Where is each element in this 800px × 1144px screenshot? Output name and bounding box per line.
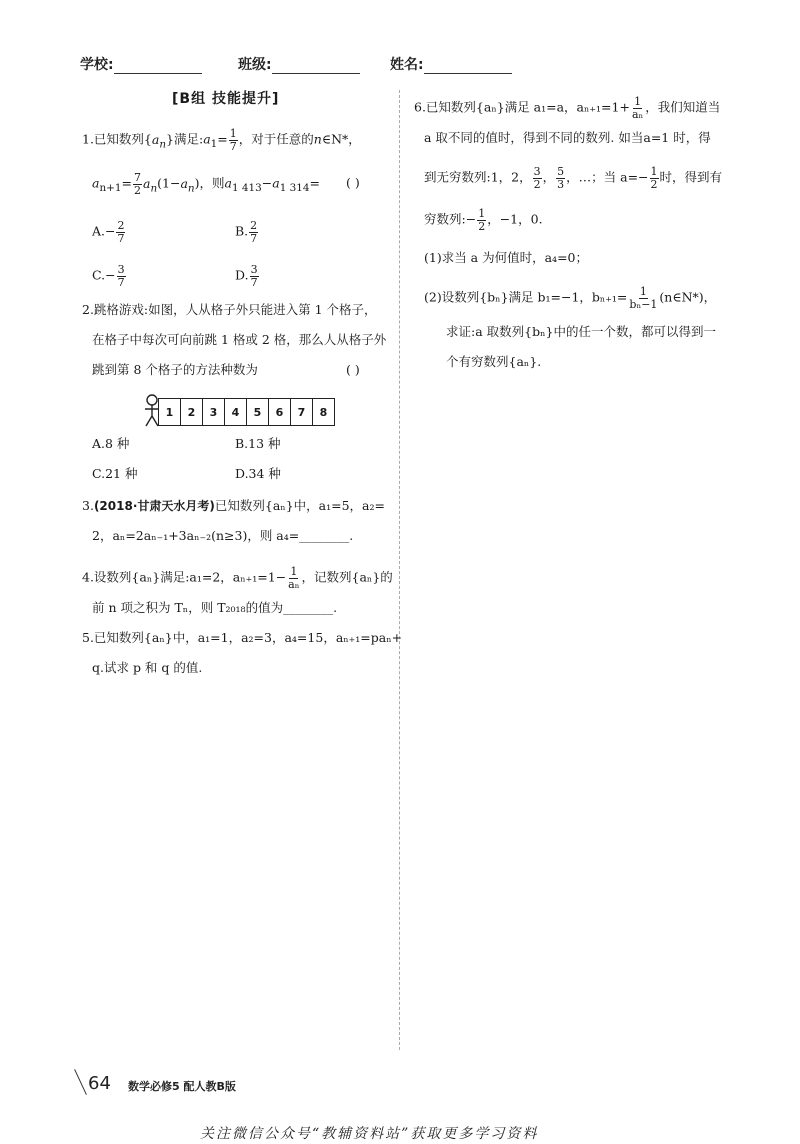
q2-line2: 在格子中每次可向前跳 1 格或 2 格，那么人从格子外 <box>92 332 387 347</box>
name-label: 姓名: <box>390 57 424 73</box>
q1-option-b[interactable]: B. $\frac{2}{7}$ <box>235 219 258 245</box>
q6-part2: (2)设数列{bₙ}满足 b₁=−1，bₙ₊₁= $\frac{1}{\text{bₙ−1}}$ (n∈N*)， <box>424 285 717 311</box>
q6-part3: 求证:a 取数列{bₙ}中的任一个数，都可以得到一 <box>446 324 716 339</box>
q6-line1: 6.已知数列{aₙ}满足 a₁=a，aₙ₊₁=1+ $\frac{1}{\text{aₙ}}$ ，我们知道当 <box>414 95 721 121</box>
q2-answer-paren[interactable]: ( ) <box>346 362 360 377</box>
q1-frac-72: $\frac{7}{2}$ <box>133 171 141 197</box>
q4-line2: 前 n 项之积为 Tₙ，则 T₂₀₁₈的值为________. <box>92 600 338 615</box>
q1-option-c[interactable]: C.− $\frac{3}{7}$ <box>92 263 125 289</box>
grid-cell: 3 <box>202 399 224 425</box>
q3-line1: 3.(2018·甘肃天水月考)已知数列{aₙ}中，a₁=5，a₂= <box>82 498 385 513</box>
q6-part4: 个有穷数列{aₙ}. <box>446 354 542 369</box>
q1-frac-a1: $\frac{1}{7}$ <box>229 127 237 153</box>
q2-option-d[interactable]: D.34 种 <box>235 466 281 481</box>
q2-line3: 跳到第 8 个格子的方法种数为 <box>92 362 258 377</box>
grid-cell: 2 <box>180 399 202 425</box>
q6-line4: 穷数列:− $\frac{1}{2}$ ，−1，0. <box>424 207 543 233</box>
class-field <box>238 54 360 74</box>
q6-line3: 到无穷数列:1，2， $\frac{3}{2}$ ， $\frac{5}{3}$ ，…；当 a=− $\frac{1}{2}$ 时，得到有 <box>424 165 723 191</box>
section-title: [B组 技能提升] <box>172 91 280 107</box>
name-field <box>390 54 512 74</box>
q5-line1: 5.已知数列{aₙ}中，a₁=1，a₂=3，a₄=15，aₙ₊₁=paₙ+ <box>82 630 403 645</box>
q3-source: (2018·甘肃天水月考) <box>93 499 215 513</box>
q3-line2: 2，aₙ=2aₙ₋₁+3aₙ₋₂(n≥3)，则 a₄=________. <box>92 528 354 543</box>
q2-line1: 2.跳格游戏:如图，人从格子外只能进入第 1 个格子， <box>82 302 377 317</box>
class-label: 班级: <box>238 57 272 73</box>
book-title: 数学必修5 配人教B版 <box>128 1080 236 1093</box>
jump-grid <box>158 398 335 426</box>
grid-cell: 5 <box>246 399 268 425</box>
q6-line2: a 取不同的值时，得到不同的数列. 如当a=1 时，得 <box>424 130 711 145</box>
q1-answer-paren[interactable]: ( ) <box>346 175 360 190</box>
q1-option-a[interactable]: A.− $\frac{2}{7}$ <box>92 219 125 245</box>
q1-option-d[interactable]: D. $\frac{3}{7}$ <box>235 263 258 289</box>
q5-line2: q.试求 p 和 q 的值. <box>92 660 203 675</box>
q1-line1: 1.已知数列$\{a_n\}$满足$:a_1=$ $\frac{1}{7}$ ，对于任意的n∈N*， <box>82 127 361 153</box>
school-blank[interactable] <box>114 59 202 74</box>
page-number: 64 <box>88 1073 111 1094</box>
q2-option-b[interactable]: B.13 种 <box>235 436 281 451</box>
q2-option-c[interactable]: C.21 种 <box>92 466 138 481</box>
bottom-note: 关注微信公众号“教辅资料站”获取更多学习资料 <box>200 1126 539 1142</box>
grid-cell: 6 <box>268 399 290 425</box>
q4-line1: 4.设数列{aₙ}满足:a₁=2，aₙ₊₁=1− $\frac{1}{\text{aₙ}}$ ，记数列{aₙ}的 <box>82 565 393 591</box>
grid-cell: 7 <box>290 399 312 425</box>
grid-cell: 1 <box>165 405 174 419</box>
q2-option-a[interactable]: A.8 种 <box>92 436 130 451</box>
q6-part1: (1)求当 a 为何值时，a₄=0； <box>424 250 588 265</box>
column-divider <box>399 90 400 1050</box>
footer-slash <box>74 1069 87 1095</box>
grid-cell: 8 <box>312 399 334 425</box>
q1-line2: $a_{n+1}=$ $\frac{7}{2}$ $a_n(1-a_n)$，则$a_{1 413}-a_{1 314}=$ <box>92 171 320 197</box>
grid-cell: 4 <box>224 399 246 425</box>
class-blank[interactable] <box>272 59 360 74</box>
name-blank[interactable] <box>424 59 512 74</box>
school-field <box>80 54 202 74</box>
school-label: 学校: <box>80 57 114 73</box>
